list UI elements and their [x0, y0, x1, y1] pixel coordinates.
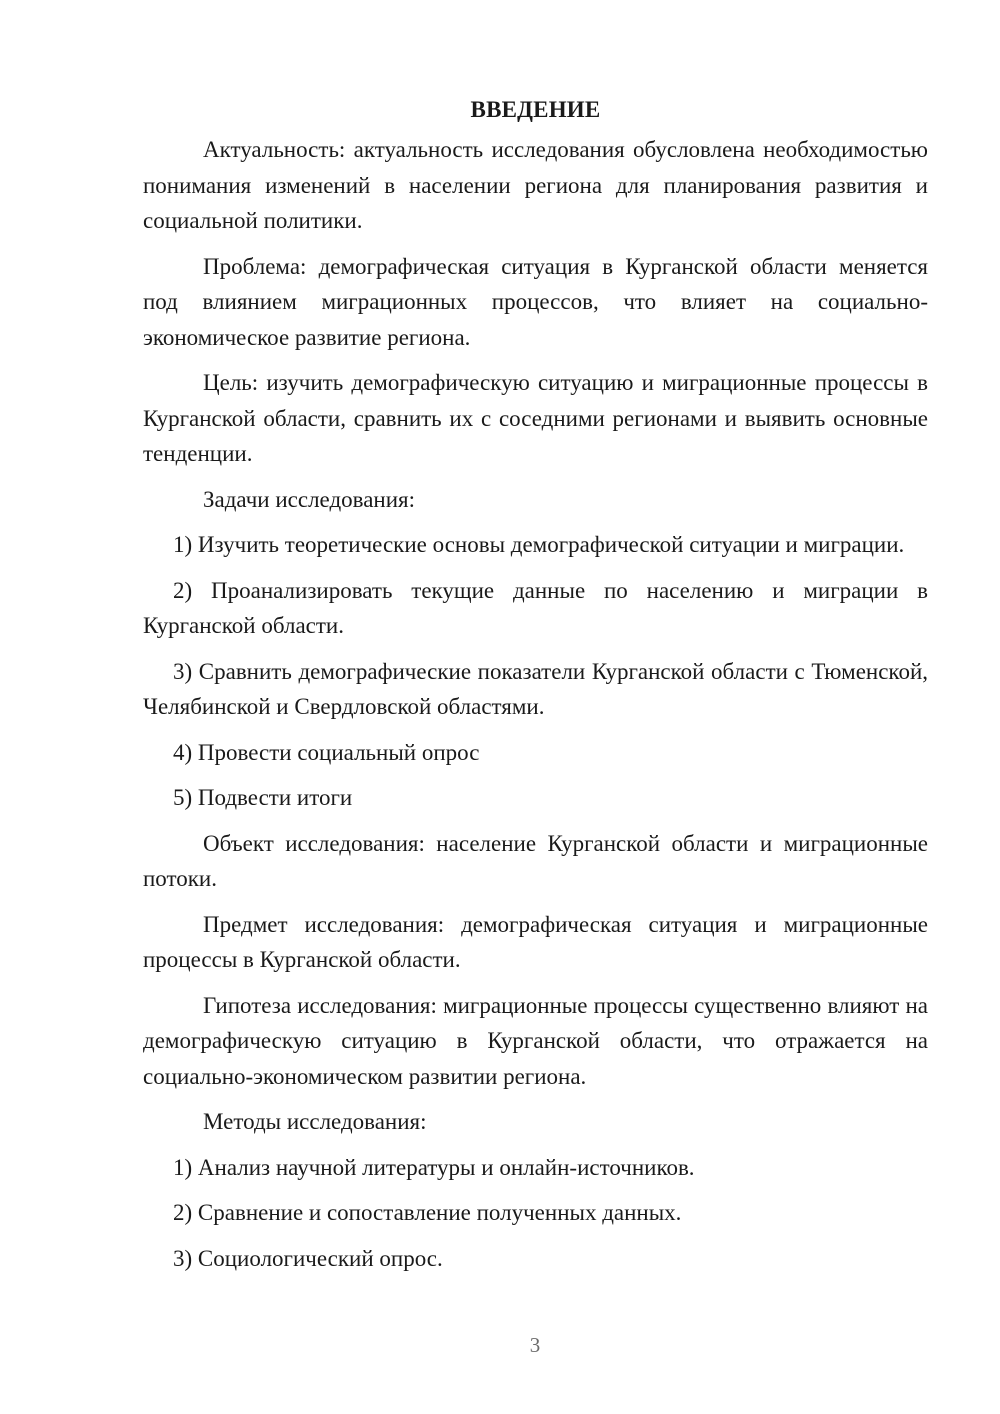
methods-heading: Методы исследования: [203, 1109, 427, 1134]
problem-paragraph: Проблема: демографическая ситуация в Курганской области меняется под влиянием миграционных процессов, что влияет на социально-экономическое развитие региона. [143, 253, 928, 350]
object-paragraph: Объект исследования: население Курганской области и миграционные потоки. [143, 830, 928, 891]
method-item: 2) Сравнение и сопоставление полученных данных. [173, 1200, 682, 1225]
subject-paragraph: Предмет исследования: демографическая ситуация и миграционные процессы в Курганской области. [143, 911, 928, 972]
hypothesis-paragraph: Гипотеза исследования: миграционные процессы существенно влияют на демографическую ситуацию в Курганской области, что отражается на социально-экономическом развитии региона. [143, 992, 928, 1089]
page-number: 3 [529, 1333, 541, 1357]
method-item: 1) Анализ научной литературы и онлайн-источников. [173, 1154, 695, 1180]
task-item: 5) Подвести итоги [173, 785, 353, 810]
task-item: 1) Изучить теоретические основы демографической ситуации и миграции. [173, 532, 905, 557]
task-item: 3) Сравнить демографические показатели Курганской области с Тюменской, Челябинской и Свердловской областями. [143, 658, 928, 719]
task-item: 4) Провести социальный опрос [173, 739, 480, 765]
page-title: ВВЕДЕНИЕ [470, 97, 601, 122]
goal-paragraph: Цель: изучить демографическую ситуацию и миграционные процессы в Курганской области, сравнить их с соседними регионами и выявить основные тенденции. [143, 370, 928, 466]
method-item: 3) Социологический опрос. [173, 1245, 443, 1271]
page-body [143, 92, 928, 1286]
tasks-heading: Задачи исследования: [203, 486, 416, 512]
task-item: 2) Проанализировать текущие данные по населению и миграции в Курганской области. [143, 577, 928, 638]
relevance-paragraph: Актуальность: актуальность исследования обусловлена необходимостью понимания изменений в населении региона для планирования развития и социальной политики. [143, 137, 928, 233]
